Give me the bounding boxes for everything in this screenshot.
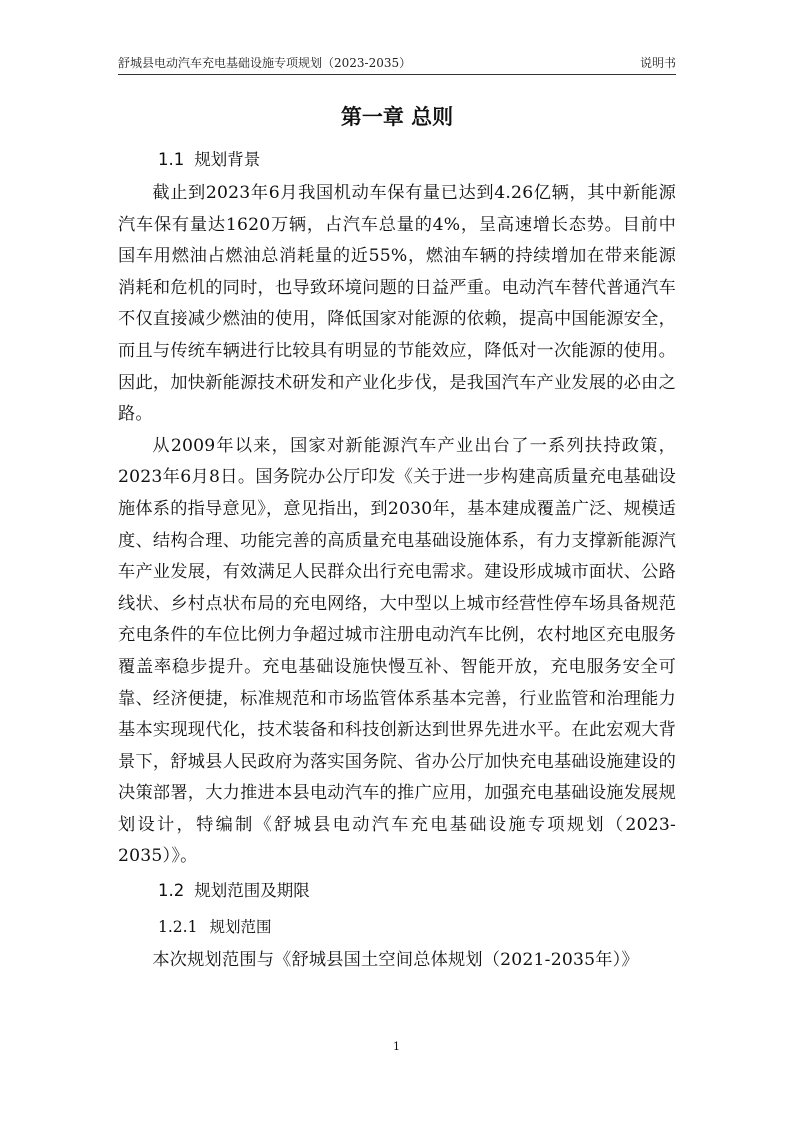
header-document-title: 舒城县电动汽车充电基础设施专项规划（2023-2035） — [118, 56, 412, 70]
subsection-number: 1.2.1 — [158, 918, 198, 937]
header-document-type: 说明书 — [639, 56, 676, 70]
section-number: 1.2 — [158, 881, 185, 901]
page-number: 1 — [393, 1040, 400, 1053]
scope-paragraph: 本次规划范围与《舒城县国土空间总体规划（2021-2035年）》 — [152, 950, 639, 971]
page-body — [118, 96, 676, 977]
subsection-title: 规划范围 — [209, 918, 272, 937]
chapter-title: 第一章 总则 — [340, 105, 454, 129]
section-heading-1-1 — [118, 142, 676, 178]
subsection-heading-1-2-1 — [118, 909, 676, 945]
background-paragraph-2: 从2009年以来，国家对新能源汽车产业出台了一系列扶持政策，2023年6月8日。国务院办公厅印发《关于进一步构建高质量充电基础设施体系的指导意见》，意见指出，到2030年，基本建成覆盖广泛、规模适度、结构合理、功能完善的高质量充电基础设施体系，有力支撑新能源汽车产业发展，有效满足人民群众出行充电需求。建设形成城市面状、公路线状、乡村点状布局的充电网络，大中型以上城市经营性停车场具备规范充电条件的车位比例力争超过城市注册电动汽车比例，农村地区充电服务覆盖率稳步提升。充电基础设施快慢互补、智能开放，充电服务安全可靠、经济便捷，标准规范和市场监管体系基本完善，行业监管和治理能力基本实现现代化，技术装备和科技创新达到世界先进水平。在此宏观大背景下，舒城县人民政府为落实国务院、省办公厅加快充电基础设施建设的决策部署，大力推进本县电动汽车的推广应用，加强充电基础设施发展规划设计，特编制《舒城县电动汽车充电基础设施专项规划（2023-2035）》。 — [118, 435, 676, 867]
section-heading-1-2 — [118, 873, 676, 909]
section-title: 规划背景 — [194, 150, 261, 169]
section-title: 规划范围及期限 — [194, 881, 310, 901]
header-divider — [118, 74, 676, 75]
section-number: 1.1 — [158, 150, 185, 169]
background-paragraph-1: 截止到2023年6月我国机动车保有量已达到4.26亿辆，其中新能源汽车保有量达1620万辆，占汽车总量的4%，呈高速增长态势。目前中国车用燃油占燃油总消耗量的近55%，燃油车辆的持续增加在带来能源消耗和危机的同时，也导致环境问题的日益严重。电动汽车替代普通汽车不仅直接减少燃油的使用，降低国家对能源的依赖，提高中国能源安全，而且与传统车辆进行比较具有明显的节能效应，降低对一次能源的使用。因此，加快新能源技术研发和产业化步伐，是我国汽车产业发展的必由之路。 — [118, 183, 676, 425]
page-header — [118, 51, 676, 73]
